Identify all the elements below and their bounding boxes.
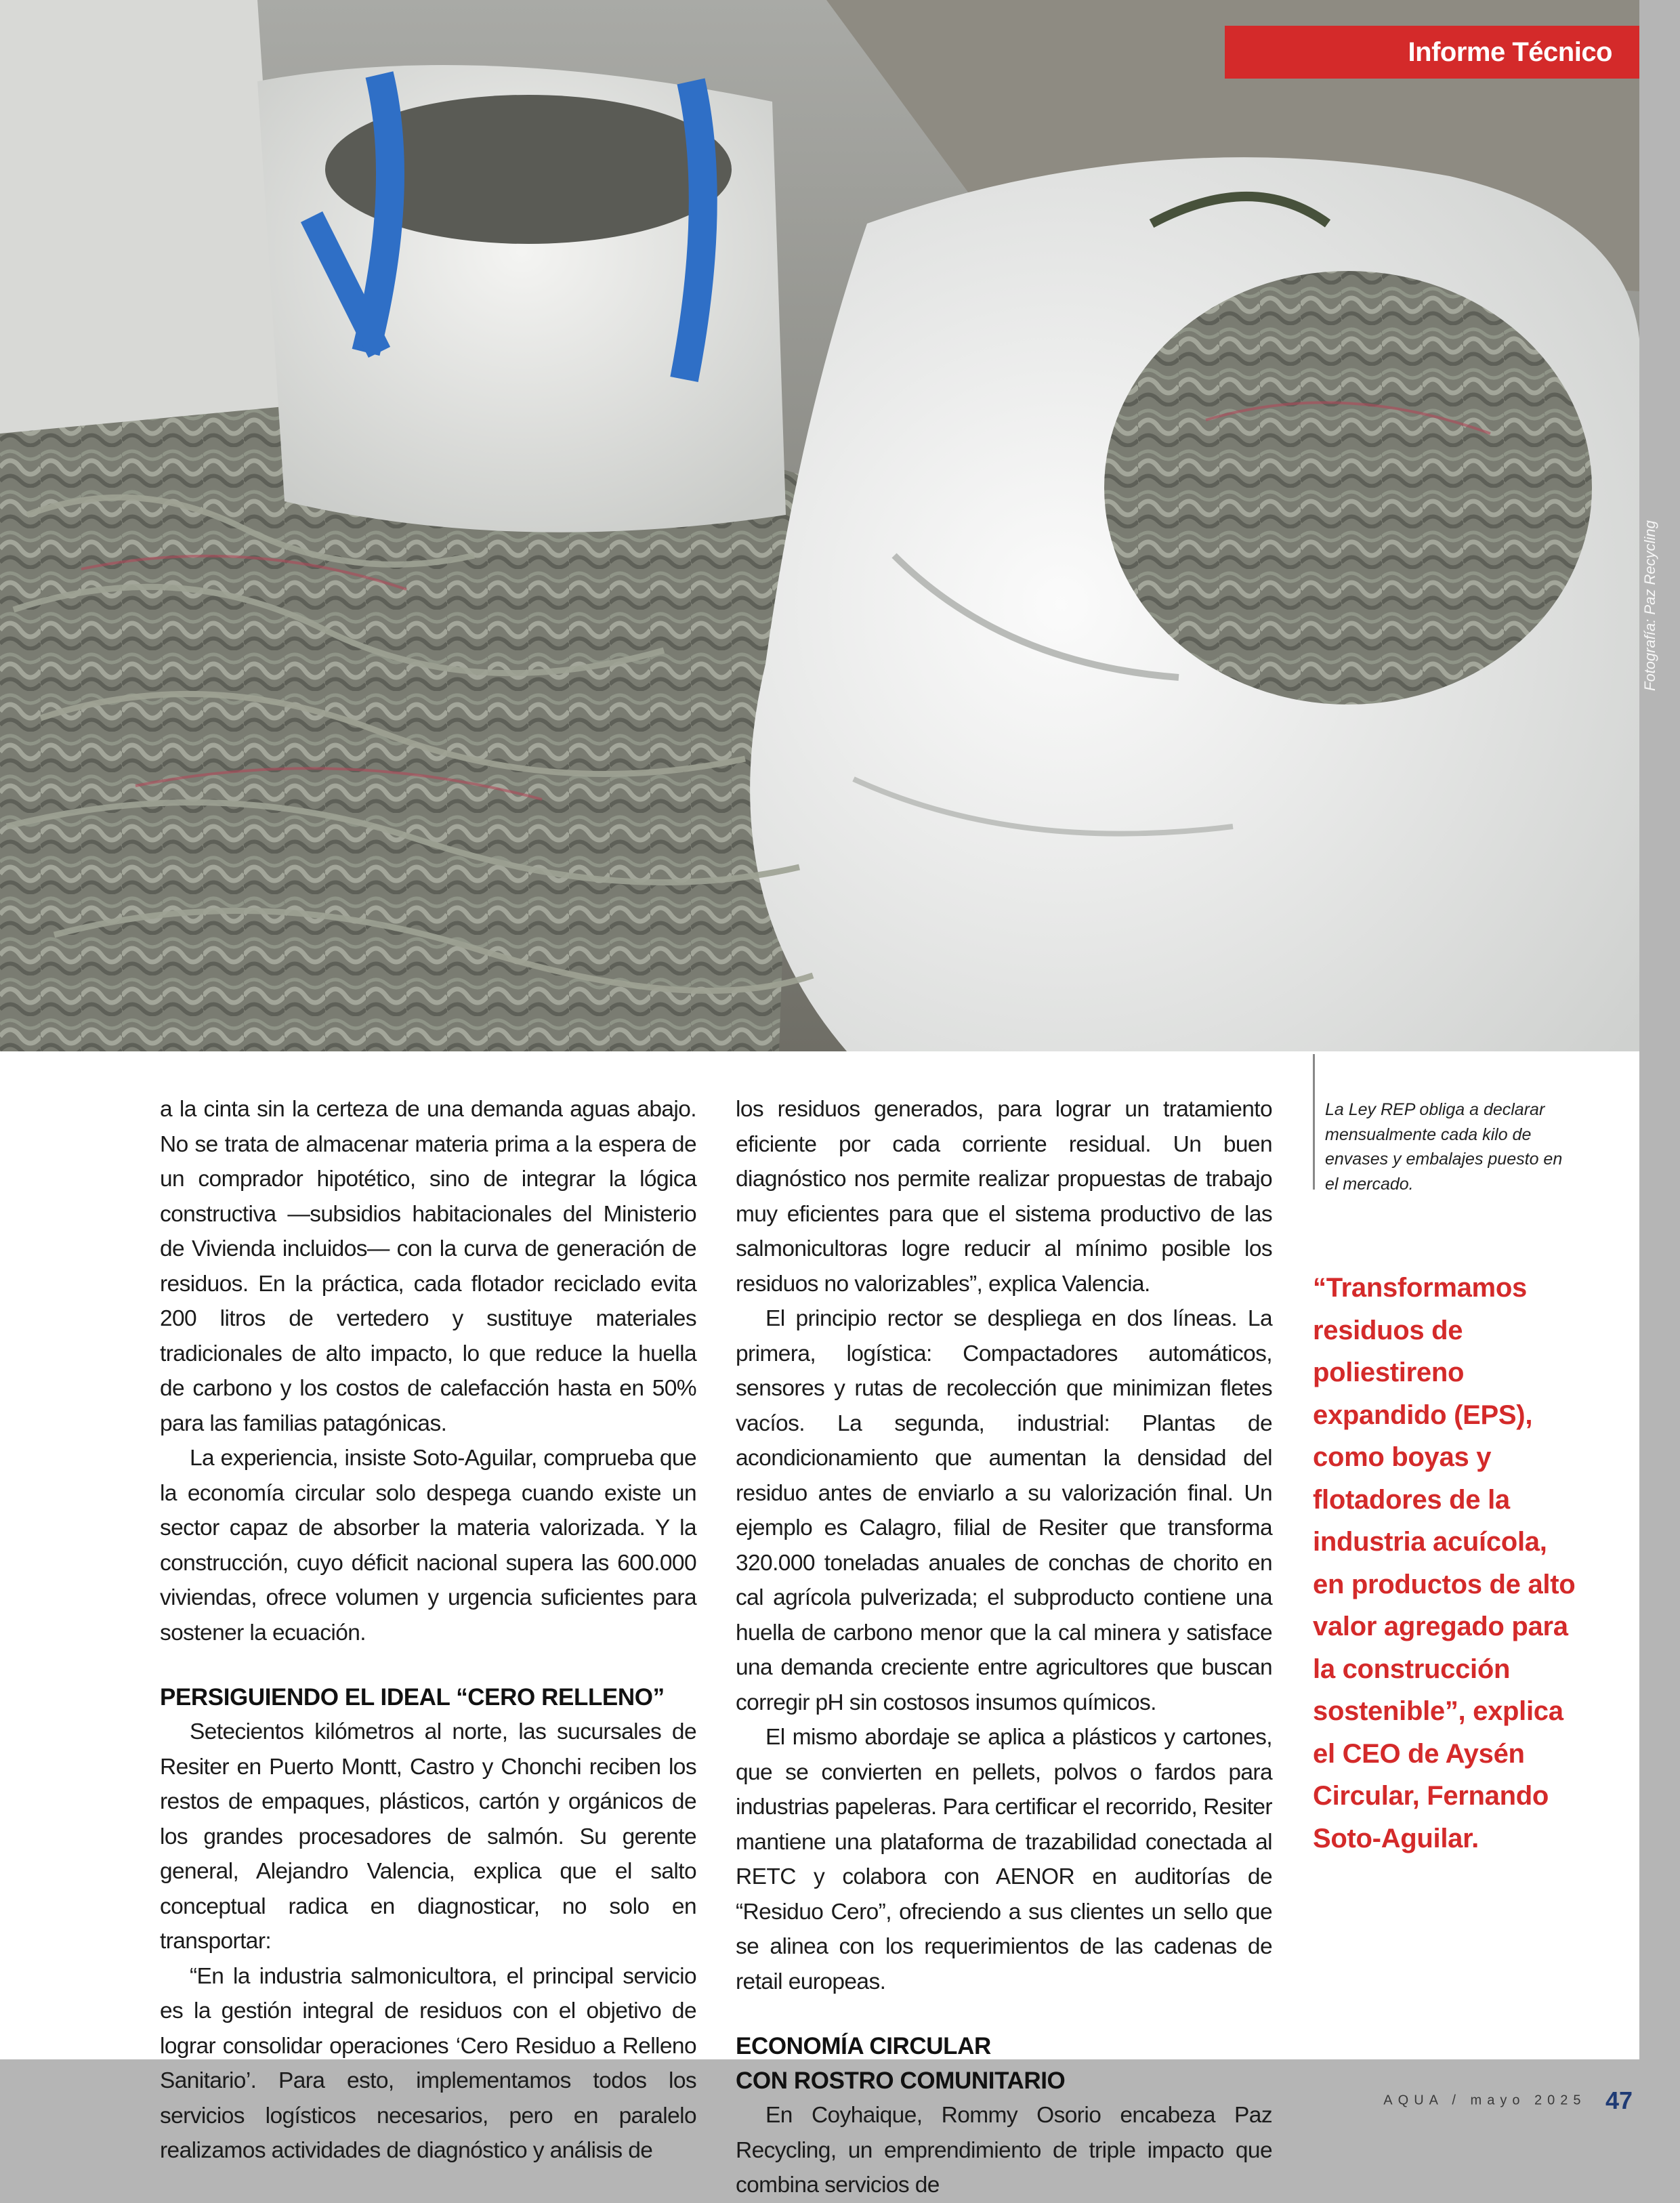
article-paragraph: “En la industria salmonicultora, el principal servicio es la gestión integral de residuos con el objetivo de lograr consolidar operaciones ‘Cero Residuo a Relleno Sanitario’. Para esto, implementamos todos los servicios logísticos necesarios, pero en paralelo realizamos actividades de diagnóstico y análisis de <box>160 1963 696 2163</box>
page-number: 47 <box>1605 2086 1633 2114</box>
article-paragraph: a la cinta sin la certeza de una demanda aguas abajo. No se trata de almacenar materia prima a la espera de un comprador hipotético, sino de integrar la lógica constructiva —subsidios habitacionales del Ministerio de Vivienda incluidos— con la curva de generación de residuos. En la práctica, cada flotador reciclado evita 200 litros de vertedero y sustituye materiales tradicionales de alto impacto, lo que reduce la huella de carbono y los costos de calefacción hasta en 50% para las familias patagónicas. <box>160 1097 696 1436</box>
article-paragraph: los residuos generados, para lograr un tratamiento eficiente por cada corriente residual. Un buen diagnóstico nos permite realizar propuestas de trabajo muy eficientes para que el sistema productivo de las salmonicultoras logre reducir al mínimo posible los residuos no valorizables”, explica Valencia. <box>736 1097 1272 1297</box>
article-column-2 <box>736 1092 1272 2203</box>
photo-credit: Fotografía: Paz Recycling <box>1641 520 1658 691</box>
ropes-in-bags-photo <box>0 0 1639 1051</box>
article-paragraph: Setecientos kilómetros al norte, las sucursales de Resiter en Puerto Montt, Castro y Chonchi reciben los restos de empaques, plásticos, cartón y orgánicos de los grandes procesadores de salmón. Su gerente general, Alejandro Valencia, explica que el salto conceptual radica en diagnosticar, no solo en transportar: <box>160 1719 696 1954</box>
section-tab: Informe Técnico <box>1225 26 1639 79</box>
caption-rule <box>1313 1054 1315 1190</box>
section-heading: ECONOMÍA CIRCULAR CON ROSTRO COMUNITARIO <box>736 2033 1066 2094</box>
page-footer <box>1287 2086 1633 2127</box>
pull-quote: “Transformamos residuos de poliestireno expandido (EPS), como boyas y flotadores de la industria acuícola, en productos de alto valor agregado para la construcción sostenible”, explica el CEO de Aysén Circular, Fernando Soto-Aguilar. <box>1313 1273 1576 1853</box>
section-heading: PERSIGUIENDO EL IDEAL “CERO RELLENO” <box>160 1684 665 1711</box>
article-paragraph: En Coyhaique, Rommy Osorio encabeza Paz Recycling, un emprendimiento de triple impacto que combina servicios de <box>736 2103 1272 2198</box>
article-paragraph: La experiencia, insiste Soto-Aguilar, comprueba que la economía circular solo despega cuando existe un sector capaz de absorber la materia valorizada. Y la construcción, cuyo déficit nacional supera las 600.000 viviendas, ofrece volumen y urgencia suficientes para sostener la ecuación. <box>160 1446 696 1645</box>
article-column-1 <box>160 1092 696 2168</box>
photo-caption: La Ley REP obliga a declarar mensualmente cada kilo de envases y embalajes puesto en el mercado. <box>1325 1100 1563 1194</box>
article-paragraph: El principio rector se despliega en dos líneas. La primera, logística: Compactadores automáticos, sensores y rutas de recolección que minimizan fletes vacíos. La segunda, industrial: Plantas de acondicionamiento que aumentan la densidad del residuo antes de enviarlo a su valorización final. Un ejemplo es Calagro, filial de Resiter que transforma 320.000 toneladas anuales de conchas de chorito en cal agrícola pulverizada; el subproducto contiene una huella de carbono menor que la cal minera y satisface una demanda creciente entre agricultores que buscan corregir pH sin costosos insumos químicos. <box>736 1306 1272 1715</box>
publication-label: AQUA / mayo 2025 <box>1383 2093 1587 2108</box>
article-paragraph: El mismo abordaje se aplica a plásticos y cartones, que se convierten en pellets, polvos o fardos para industrias papeleras. Para certificar el recorrido, Resiter mantiene una plataforma de trazabilidad conectada al RETC y colabora con AENOR en auditorías de “Residuo Cero”, ofreciendo a sus clientes un sello que se alinea con los requerimientos de las cadenas de retail europeas. <box>736 1725 1272 1994</box>
